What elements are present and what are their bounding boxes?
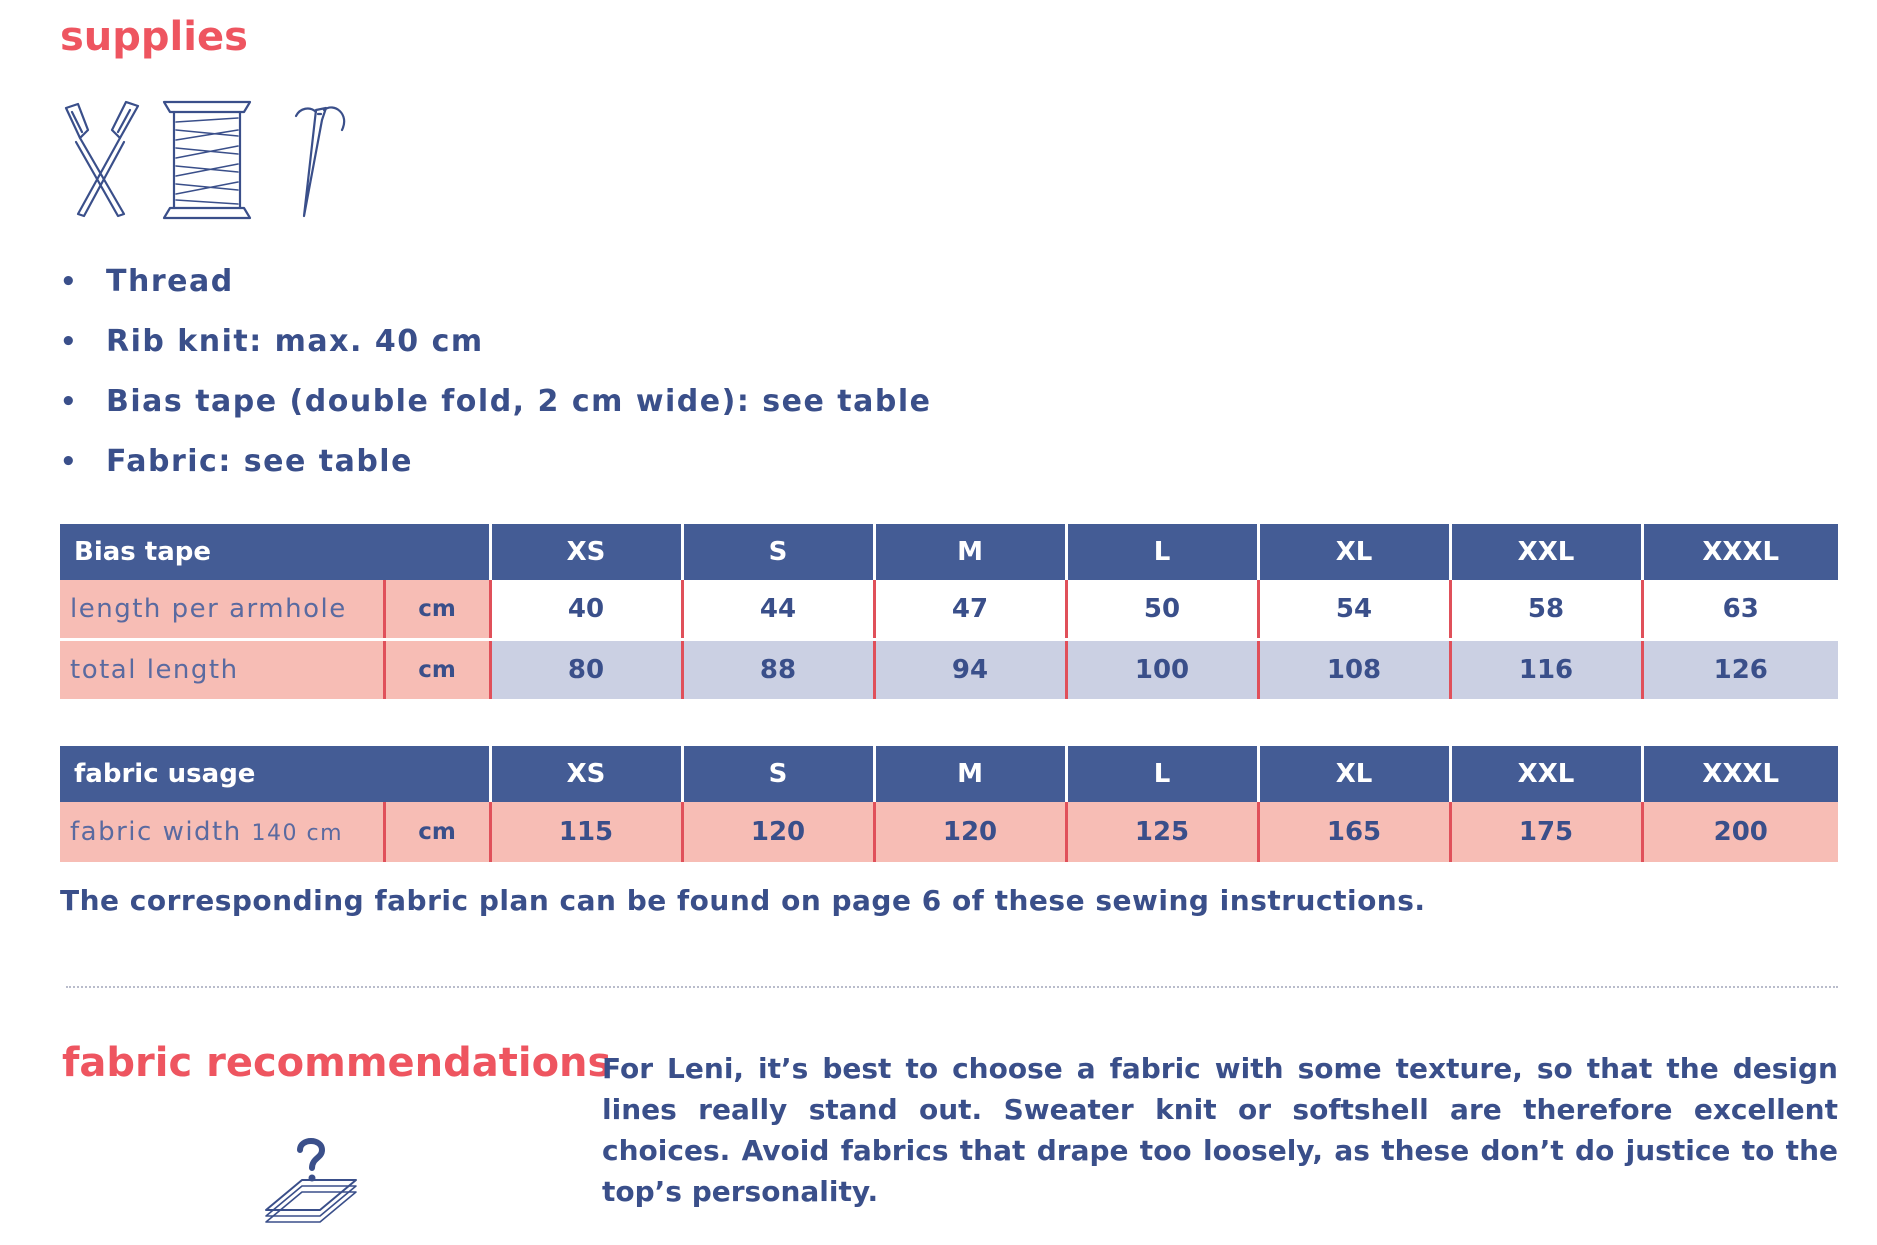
row-unit: cm — [384, 640, 490, 700]
fabric-recommendations-text: For Leni, it’s best to choose a fabric with some texture, so that the design lines really stand out. Sweater knit or softshell are therefore excellent choices. Avoid fabrics that drape too loosely, as these don’t do justice to the top’s personality. — [602, 1052, 1838, 1208]
fabric-recommendations-title: fabric recommendations — [62, 1040, 612, 1086]
supplies-icons — [60, 100, 350, 220]
table-cell: 200 — [1642, 802, 1838, 862]
table-cell: 63 — [1642, 580, 1838, 640]
supplies-item-rib-knit: • Rib knit: max. 40 cm — [60, 322, 931, 382]
thread-spool-icon — [164, 102, 250, 218]
row-label-text: fabric width — [70, 817, 242, 847]
row-label — [60, 802, 384, 862]
bias-tape-table — [60, 524, 1838, 699]
needle-icon — [296, 107, 344, 216]
size-header: M — [874, 746, 1066, 802]
bias-table-header: Bias tape — [60, 524, 490, 580]
size-header: XXXL — [1642, 524, 1838, 580]
row-unit: cm — [384, 580, 490, 640]
table-cell: 58 — [1450, 580, 1642, 640]
fabric-table-header-row — [60, 746, 1838, 802]
size-header: L — [1066, 524, 1258, 580]
supplies-title: supplies — [60, 14, 248, 60]
fabric-question-icon — [262, 1136, 362, 1226]
table-row — [60, 580, 1838, 640]
row-label: total length — [60, 640, 384, 700]
scissors-icon — [66, 102, 138, 216]
table-cell: 50 — [1066, 580, 1258, 640]
table-cell: 100 — [1066, 640, 1258, 700]
table-cell: 88 — [682, 640, 874, 700]
table-cell: 47 — [874, 580, 1066, 640]
table-cell: 94 — [874, 640, 1066, 700]
table-cell: 54 — [1258, 580, 1450, 640]
size-header: S — [682, 746, 874, 802]
supplies-item-bias-tape: • Bias tape (double fold, 2 cm wide): see table — [60, 382, 931, 442]
table-cell: 120 — [874, 802, 1066, 862]
table-cell: 80 — [490, 640, 682, 700]
table-cell: 116 — [1450, 640, 1642, 700]
size-header: XS — [490, 746, 682, 802]
supplies-list — [60, 262, 931, 502]
fabric-usage-table — [60, 746, 1838, 862]
row-label-width: 140 cm — [251, 821, 344, 846]
size-header: S — [682, 524, 874, 580]
size-header: M — [874, 524, 1066, 580]
section-divider — [66, 986, 1838, 988]
row-unit: cm — [384, 802, 490, 862]
bias-table-header-row — [60, 524, 1838, 580]
size-header: XXL — [1450, 746, 1642, 802]
table-cell: 44 — [682, 580, 874, 640]
size-header: XXL — [1450, 524, 1642, 580]
fabric-table-header: fabric usage — [60, 746, 490, 802]
table-cell: 175 — [1450, 802, 1642, 862]
size-header: XL — [1258, 746, 1450, 802]
table-cell: 125 — [1066, 802, 1258, 862]
table-cell: 108 — [1258, 640, 1450, 700]
table-cell: 120 — [682, 802, 874, 862]
size-header: XXXL — [1642, 746, 1838, 802]
row-label: length per armhole — [60, 580, 384, 640]
table-cell: 40 — [490, 580, 682, 640]
size-header: XS — [490, 524, 682, 580]
fabric-plan-note: The corresponding fabric plan can be found on page 6 of these sewing instructions. — [60, 884, 1426, 917]
table-row — [60, 802, 1838, 862]
table-cell: 115 — [490, 802, 682, 862]
supplies-item-fabric: • Fabric: see table — [60, 442, 931, 502]
table-row — [60, 640, 1838, 700]
size-header: XL — [1258, 524, 1450, 580]
table-cell: 126 — [1642, 640, 1838, 700]
table-cell: 165 — [1258, 802, 1450, 862]
size-header: L — [1066, 746, 1258, 802]
supplies-item-thread: • Thread — [60, 262, 931, 322]
